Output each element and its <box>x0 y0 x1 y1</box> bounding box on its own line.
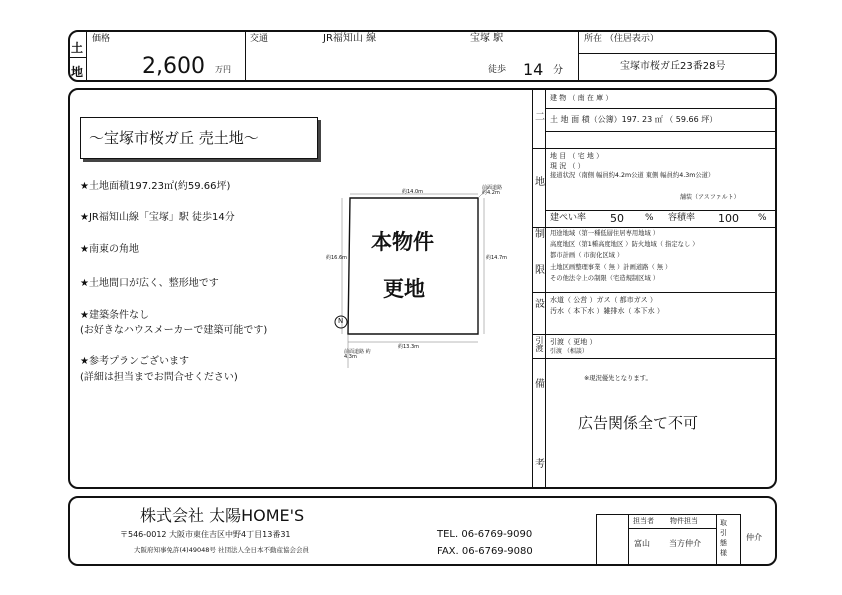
price-label: 価格 <box>92 34 111 44</box>
map-label-top: 約14.0m <box>402 189 424 195</box>
map-label-road-top: 前面道路 約4.2m <box>482 185 503 196</box>
fee-label: 取引態様 <box>720 519 727 557</box>
feature-item: (詳細は担当までお問合せください) <box>80 372 238 383</box>
north-mark-label: N <box>338 317 344 325</box>
coverage-label: 建ぺい率 <box>550 213 587 223</box>
section-label: 考 <box>535 459 545 470</box>
utility-row1: 水道（ 公営 ）ガス（ 都市ガス ） <box>550 296 657 304</box>
status-row: 現 況 （ ） <box>550 162 585 170</box>
feature-item: ★参考プランございます <box>80 356 189 367</box>
stamp-line1: 本物件 <box>371 230 434 254</box>
feature-item: ★南東の角地 <box>80 244 139 255</box>
company-tel: TEL. 06-6769-9090 <box>437 529 533 540</box>
section-label: 備 <box>535 379 545 390</box>
staff-label: 物件担当 <box>670 517 698 525</box>
far-label: 容積率 <box>668 213 696 223</box>
other-row: その他法令上の制限（宅造規制区域 ） <box>550 275 660 282</box>
map-label-right: 約14.7m <box>486 255 508 261</box>
page-title: 〜宝塚市桜ガ丘 売土地〜 <box>89 129 259 147</box>
company-address: 〒546-0012 大阪市東住吉区中野4丁目13番31 <box>120 530 291 539</box>
address-label: 所在 （住居表示） <box>584 34 659 44</box>
stamp-line2: 更地 <box>383 277 425 301</box>
address-value: 宝塚市桜ガ丘23番28号 <box>620 61 726 72</box>
ad-notice: 広告関係全て不可 <box>578 414 699 432</box>
far-pct: % <box>758 213 767 223</box>
walk-label: 徒歩 <box>488 65 507 75</box>
price-value: 2,600 <box>142 54 205 79</box>
feature-item: (お好きなハウスメーカーで建築可能です) <box>80 325 268 336</box>
coverage-pct: % <box>645 213 654 223</box>
land-area-row: 土 地 面 積（公簿）197. 23 ㎡ （ 59.66 坪） <box>550 115 718 124</box>
handover-row: 引渡（ 更地 ） <box>550 338 597 346</box>
line-name: JR福知山 線 <box>323 33 377 44</box>
far-value: 100 <box>718 212 739 225</box>
section-label: 限 <box>535 265 545 276</box>
coverage-value: 50 <box>610 212 624 225</box>
property-type-label: 土地 <box>71 41 84 79</box>
walk-minutes: 14 <box>523 60 544 79</box>
staff-name: 当方仲介 <box>669 539 701 548</box>
feature-item: ★土地面積197.23㎡(約59.66坪) <box>80 181 231 192</box>
pavement-row: 舗装（アスファルト） <box>680 194 740 201</box>
price-unit: 万円 <box>215 65 231 74</box>
handover-label: 引渡 <box>535 336 544 352</box>
transport-label: 交通 <box>250 34 269 44</box>
map-label-bottom: 約13.3m <box>398 344 420 350</box>
delivery-row: 引渡 （相談） <box>550 348 588 355</box>
feature-item: ★建築条件なし <box>80 310 149 321</box>
city-row: 都市計画（ 市街化区域 ） <box>550 252 624 259</box>
station-name: 宝塚 駅 <box>470 33 504 44</box>
feature-item: ★JR福知山線「宝塚」駅 徒歩14分 <box>80 212 235 223</box>
section-label: 地 <box>535 177 545 188</box>
fee-value: 仲介 <box>746 533 762 542</box>
remarks-note: ※現況優先となります。 <box>584 375 652 382</box>
company-license: 大阪府知事免許(4)49048号 社団法人全日本不動産協会会員 <box>134 546 309 554</box>
staff-name: 富山 <box>634 539 650 548</box>
map-label-left: 約16.6m <box>326 255 348 261</box>
title-box <box>80 117 318 159</box>
feature-item: ★土地間口が広く、整形地です <box>80 278 219 289</box>
staff-label: 担当者 <box>633 517 654 525</box>
section-label: 制 <box>535 229 545 240</box>
zoning-row: 用途地域（第一種低層住居専用地域 ） <box>550 230 660 237</box>
section-label: 設 <box>535 299 545 310</box>
company-name: 株式会社 太陽HOME'S <box>140 506 305 525</box>
rights-row: 地 目 （ 宅 地 ） <box>550 152 604 160</box>
section-label: 二 <box>535 112 545 123</box>
utility-row2: 汚水（ 本下水 ）雑排水（ 本下水 ） <box>550 307 664 315</box>
map-label-road-bottom: 前面道路 約4.3m <box>344 349 371 360</box>
road-row: 接道状況（南側 幅員約4.2m公道 東側 幅員約4.3m公道） <box>550 172 715 179</box>
walk-unit: 分 <box>553 65 563 76</box>
lot-outline <box>348 198 478 334</box>
company-fax: FAX. 06-6769-9080 <box>437 546 533 557</box>
fire-row: 高度地区（第1種高度地区 ）防火地域（ 指定なし ） <box>550 241 699 248</box>
landreg-row: 土地区画整理事業（ 無 ）計画道路（ 無 ） <box>550 264 672 271</box>
building-row: 建 物 （ 南 在 庫 ） <box>550 94 613 102</box>
